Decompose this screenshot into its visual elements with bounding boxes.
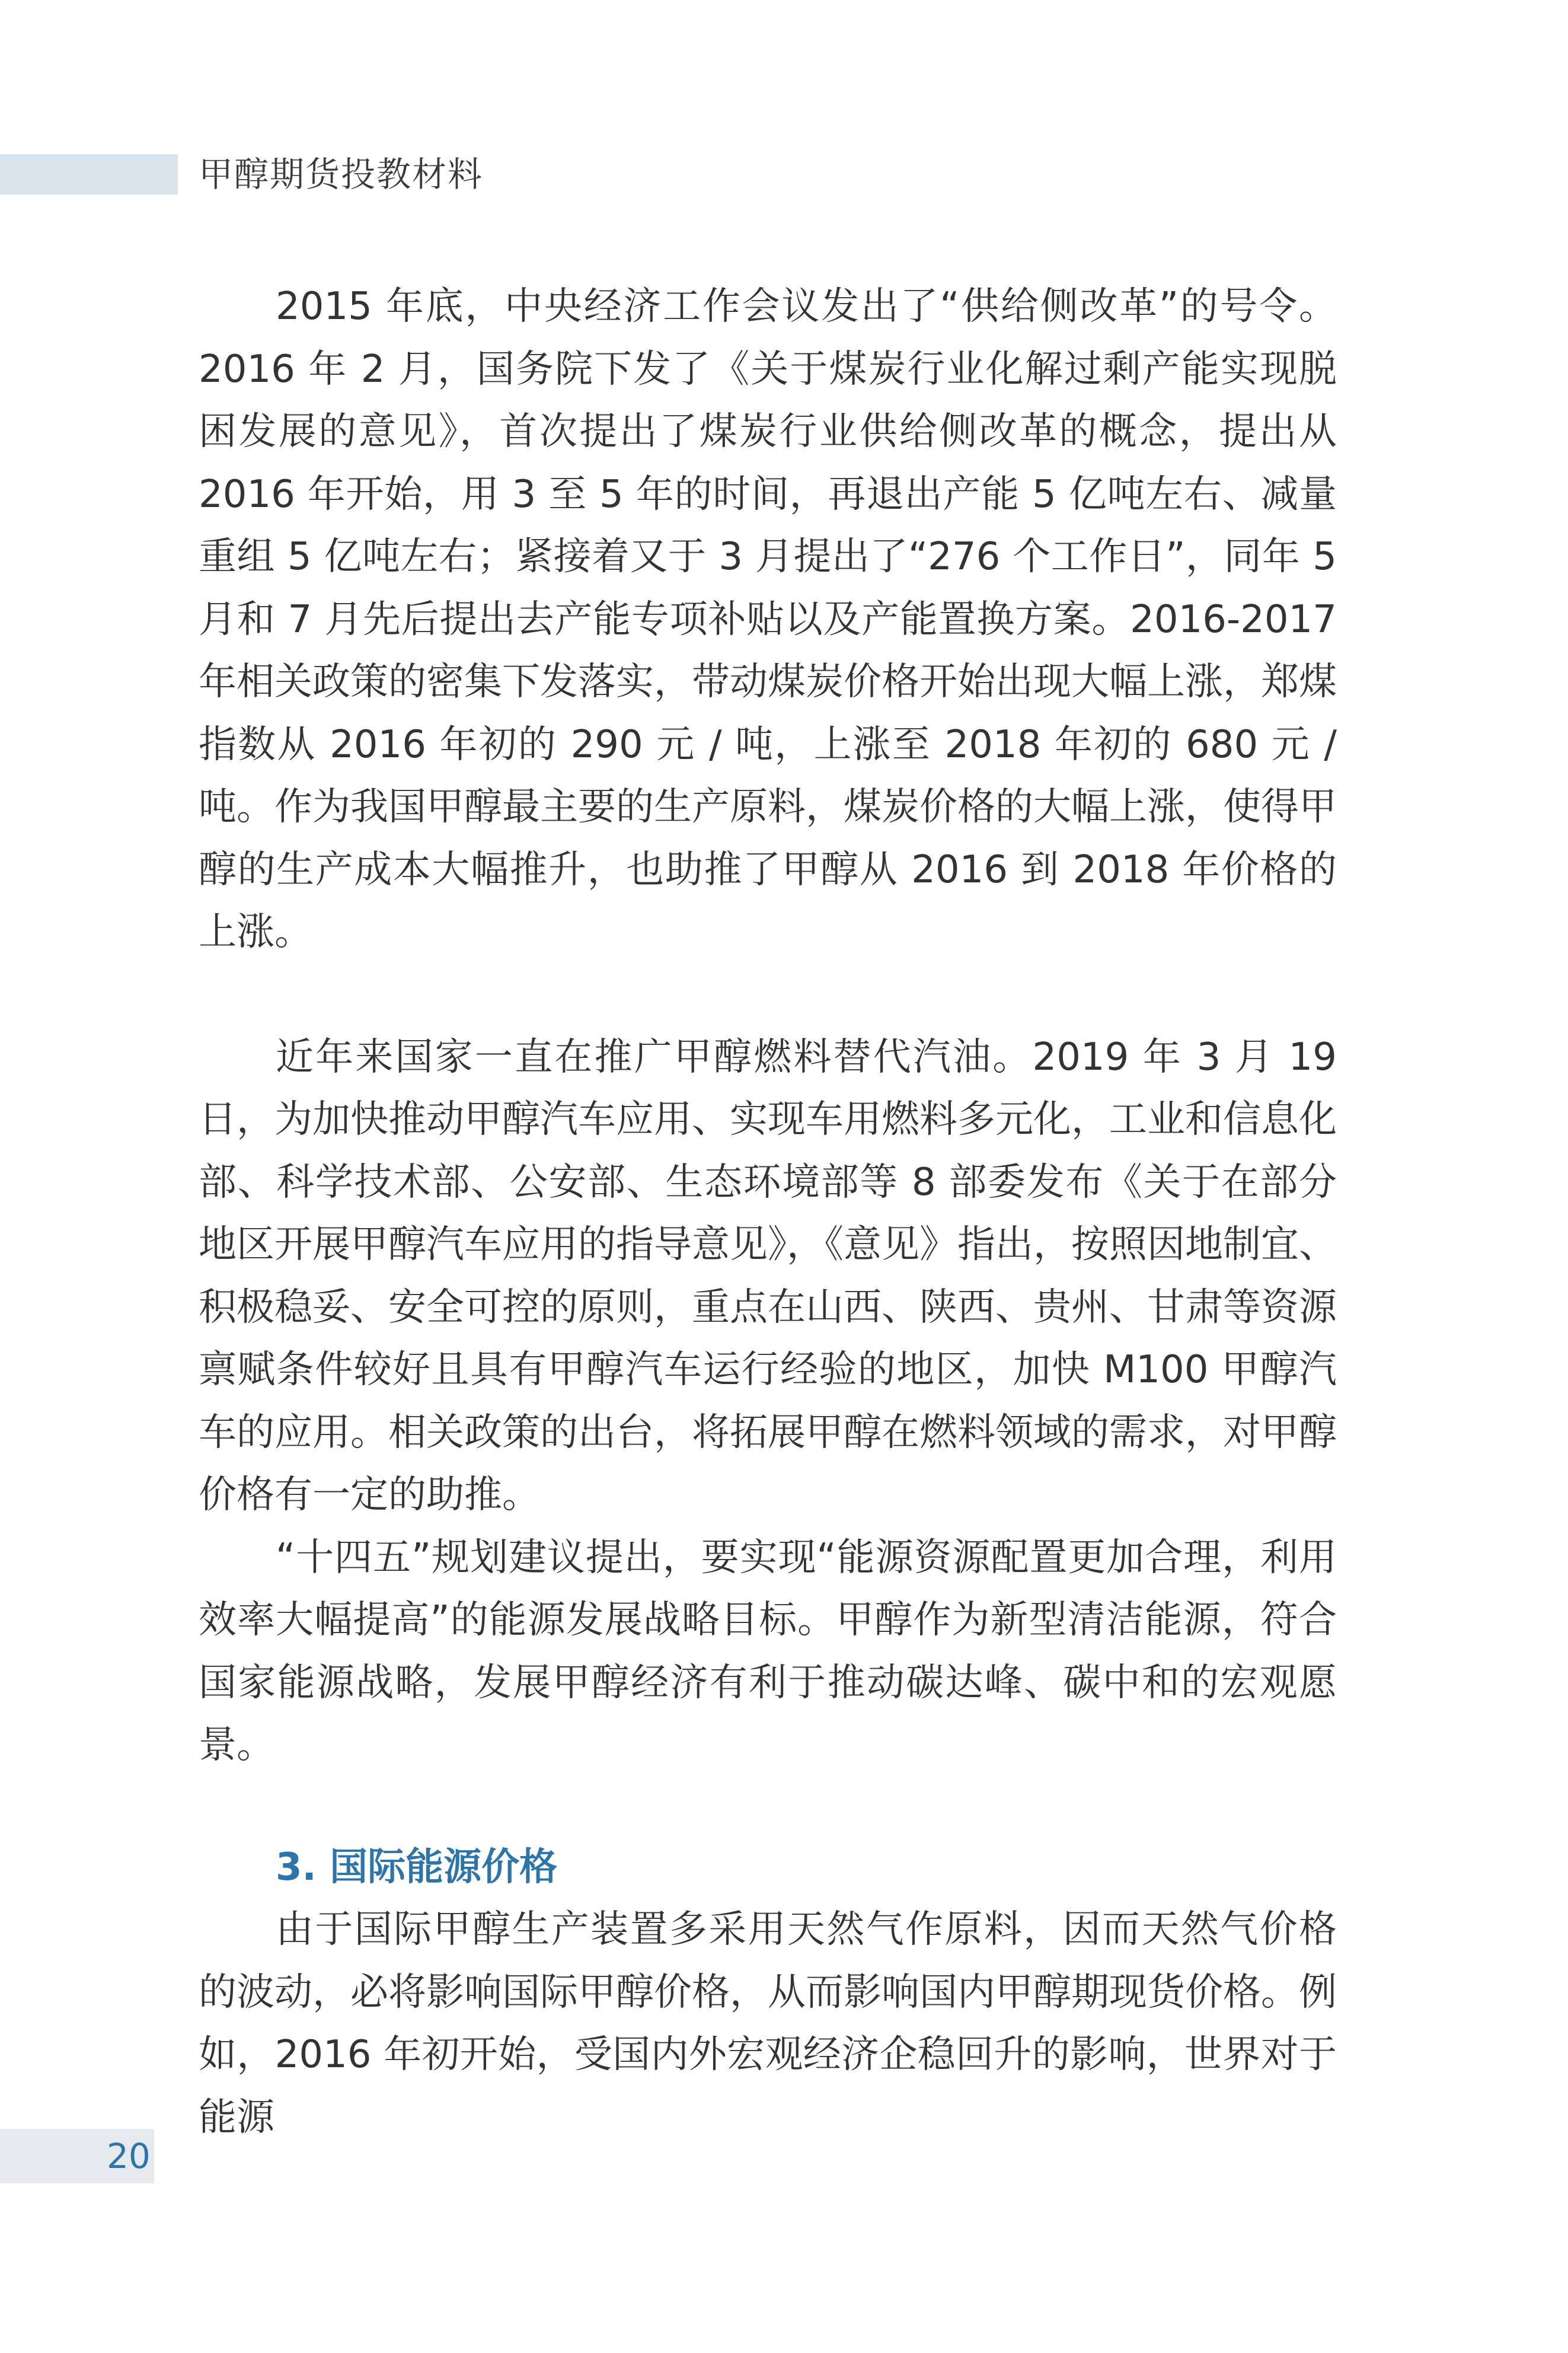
paragraph-supply-side-reform: 2015 年底，中央经济工作会议发出了“供给侧改革”的号令。2016 年 2 月，国务院下发了《关于煤炭行业化解过剩产能实现脱困发展的意见》，首次提出了煤炭行业供给侧改革的概念，提出从 2016 年开始，用 3 至 5 年的时间，再退出产能 5 亿吨左右、减量重组 5 亿吨左右；紧接着又于 3 月提出了“276 个工作日”，同年 5 月和 7 月先后提出去产能专项补贴以及产能置换方案。2016-2017 年相关政策的密集下发落实，带动煤炭价格开始出现大幅上涨，郑煤指数从 2016 年初的 290 元 / 吨，上涨至 2018 年初的 680 元 / 吨。作为我国甲醇最主要的生产原料，煤炭价格的大幅上涨，使得甲醇的生产成本大幅推升，也助推了甲醇从 2016 到 2018 年价格的上涨。 <box>199 285 1337 954</box>
running-header-title: 甲醇期货投教材料 <box>199 154 484 195</box>
paragraph-natural-gas-price: 由于国际甲醇生产装置多采用天然气作原料，因而天然气价格的波动，必将影响国际甲醇价格，从而影响国内甲醇期现货价格。例如，2016 年初开始，受国内外宏观经济企稳回升的影响，世界对于能源 <box>199 1908 1337 2140</box>
section-heading-international-energy-price: 3. 国际能源价格 <box>276 1845 558 1889</box>
header-accent-bar <box>0 154 178 195</box>
paragraph-methanol-fuel-policy: 近年来国家一直在推广甲醇燃料替代汽油。2019 年 3 月 19 日，为加快推动甲醇汽车应用、实现车用燃料多元化，工业和信息化部、科学技术部、公安部、生态环境部等 8 部委发布《关于在部分地区开展甲醇汽车应用的指导意见》，《意见》指出，按照因地制宜、积极稳妥、安全可控的原则，重点在山西、陕西、贵州、甘肃等资源禀赋条件较好且具有甲醇汽车运行经验的地区，加快 M100 甲醇汽车的应用。相关政策的出台，将拓展甲醇在燃料领域的需求，对甲醇价格有一定的助推。 <box>199 1035 1337 1517</box>
page-number: 20 <box>107 2136 151 2176</box>
page-body <box>199 276 1337 2149</box>
paragraph-14th-five-year-plan: “十四五”规划建议提出，要实现“能源资源配置更加合理，利用效率大幅提高”的能源发展战略目标。甲醇作为新型清洁能源，符合国家能源战略，发展甲醇经济有利于推动碳达峰、碳中和的宏观愿景。 <box>199 1535 1337 1767</box>
